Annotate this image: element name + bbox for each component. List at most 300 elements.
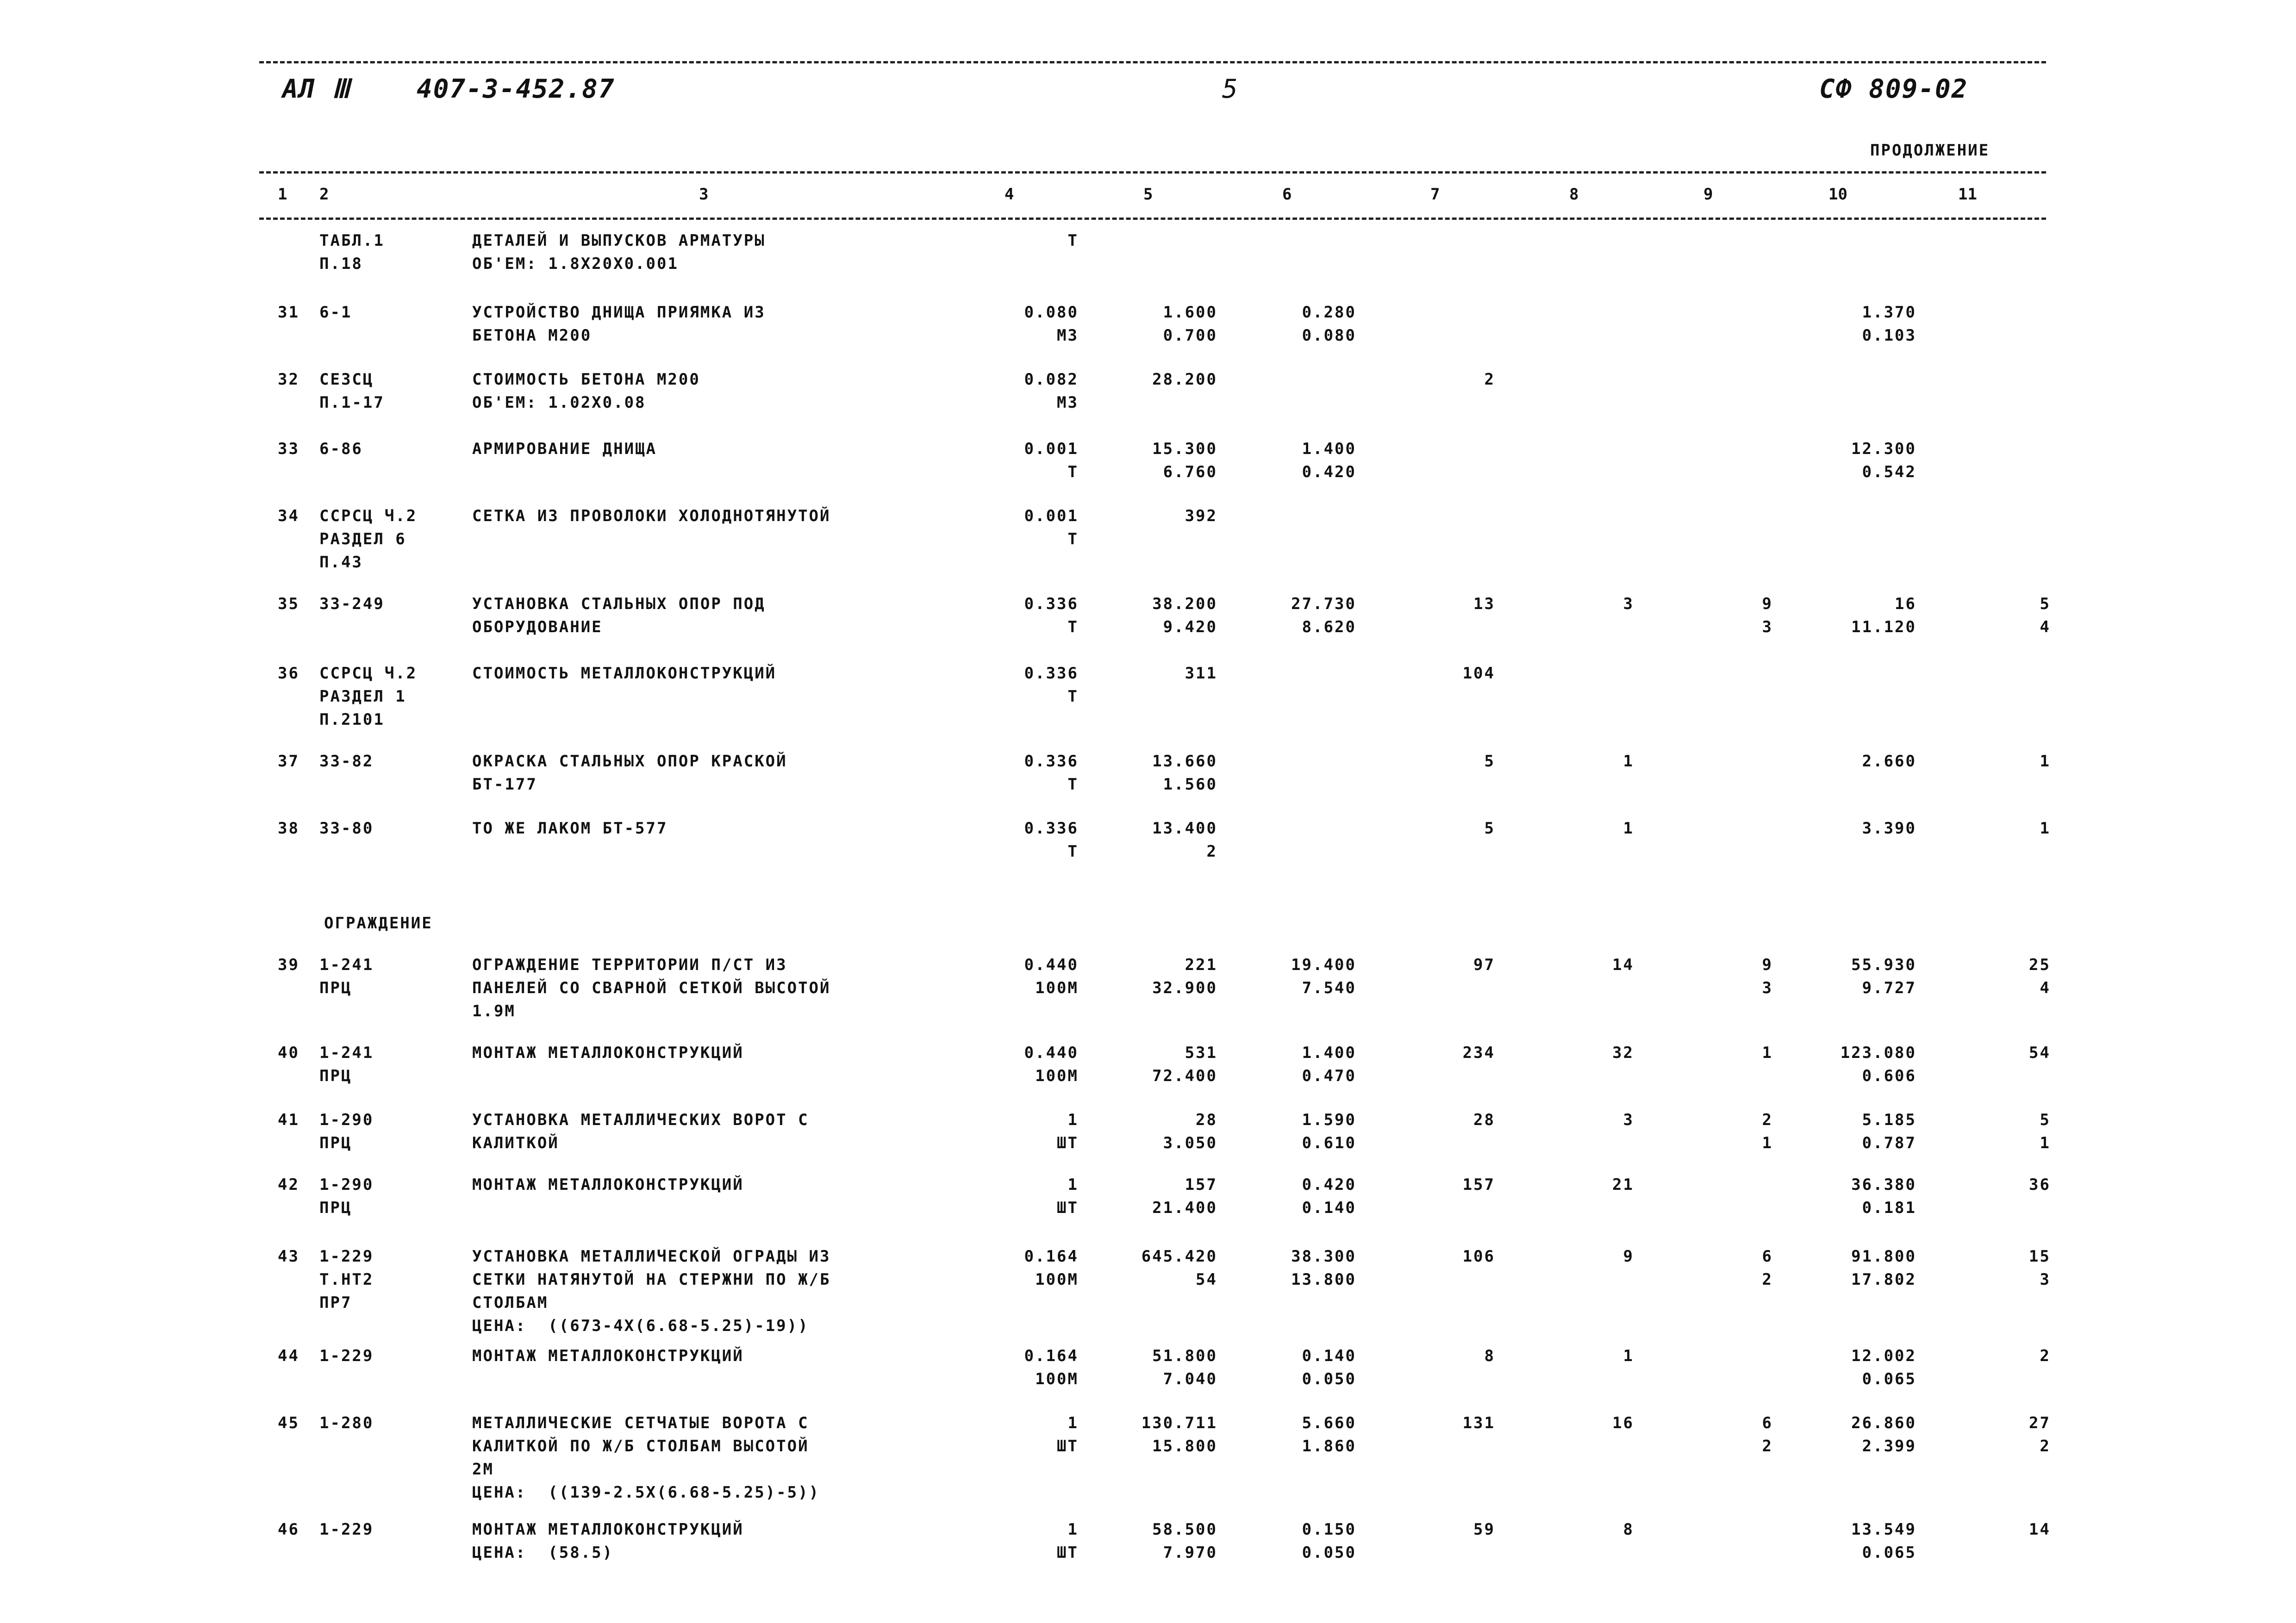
cell-line: ПРЦ [319, 979, 352, 997]
cell-c6 [1302, 1041, 1356, 1088]
cell-line: 0.080 [1302, 326, 1356, 345]
cell-line: М3 [1057, 326, 1079, 345]
cell-line: 7.970 [1163, 1543, 1217, 1562]
cell-c7 [1473, 1518, 1495, 1541]
cell-line: СТОИМОСТЬ МЕТАЛЛОКОНСТРУКЦИЙ [472, 664, 777, 683]
cell-line: 32.900 [1152, 979, 1217, 997]
cell-line: РАЗДЕЛ 1 [319, 687, 406, 706]
col-number: 2 [319, 185, 329, 204]
cell-line: 100М [1035, 1370, 1079, 1388]
col-number: 6 [1282, 185, 1292, 204]
cell-code [319, 953, 374, 1000]
cell-c7 [1473, 1108, 1495, 1132]
cell-line: 311 [1185, 664, 1217, 683]
cell-c11 [2040, 817, 2051, 840]
cell-c11 [2029, 1245, 2051, 1291]
cell-line: 27 [2029, 1414, 2051, 1432]
cell-c11 [2040, 1344, 2051, 1368]
cell-line: 0.103 [1862, 326, 1916, 345]
cell-c6 [1291, 592, 1356, 639]
cell-desc [472, 592, 766, 639]
cell-line: СТОЛБАМ [472, 1293, 549, 1312]
cell-c8 [1623, 817, 1634, 840]
section-heading: ОГРАЖДЕНИЕ [324, 914, 433, 933]
cell-line: 19.400 [1291, 956, 1356, 974]
cell-id: 44 [278, 1347, 299, 1365]
cell-c6 [1302, 1518, 1356, 1564]
cell-line: СЕЗСЦ [319, 370, 374, 389]
cell-line: 0.787 [1862, 1134, 1916, 1152]
cell-c8 [1623, 1518, 1634, 1541]
cell-c4 [1024, 817, 1079, 863]
cell-id: 35 [278, 595, 299, 613]
cell-c5 [1152, 750, 1217, 796]
cell-line: БТ-177 [472, 775, 537, 794]
cell-code [319, 1518, 374, 1541]
col-number: 1 [278, 185, 287, 204]
cell-c5 [1185, 662, 1217, 685]
cell-c5 [1142, 1245, 1217, 1291]
cell-line: 2 [2040, 1437, 2051, 1455]
cell-c5 [1152, 368, 1217, 391]
cell-line: 0.050 [1302, 1543, 1356, 1562]
cell-line: 131 [1462, 1414, 1495, 1432]
cell-line: 2 [2040, 1347, 2051, 1365]
cell-line: 0.542 [1862, 463, 1916, 481]
cell-line: 3 [1762, 618, 1773, 636]
cell-line: 0.164 [1024, 1347, 1079, 1365]
cell-c8 [1612, 953, 1634, 976]
cell-line: 106 [1462, 1247, 1495, 1266]
cell-c8 [1612, 1173, 1634, 1196]
cell-c4 [1024, 368, 1079, 414]
cell-line: 5 [2040, 1111, 2051, 1129]
cell-line: 2.399 [1862, 1437, 1916, 1455]
cell-id: 32 [278, 370, 299, 389]
cell-desc [472, 504, 831, 528]
cell-line: ПАНЕЛЕЙ СО СВАРНОЙ СЕТКОЙ ВЫСОТОЙ [472, 979, 831, 997]
cell-c6 [1302, 1108, 1356, 1155]
cell-line: 28.200 [1152, 370, 1217, 389]
cell-code [319, 1173, 374, 1219]
cell-line: 1 [1067, 1414, 1079, 1432]
cell-line: 1 [2040, 819, 2051, 838]
cell-c7 [1463, 1173, 1495, 1196]
cell-line: П.18 [319, 255, 363, 273]
cell-line: СЕТКИ НАТЯНУТОЙ НА СТЕРЖНИ ПО Ж/Б [472, 1270, 831, 1289]
cell-line: Т [1067, 463, 1079, 481]
cell-line: 3.390 [1862, 819, 1916, 838]
cell-line: 36 [2029, 1175, 2051, 1194]
cell-line: 6-86 [319, 440, 363, 458]
cell-line: 6 [1762, 1247, 1773, 1266]
cell-c10 [1862, 817, 1916, 840]
cell-line: ШТ [1057, 1543, 1079, 1562]
cell-line: 9 [1762, 956, 1773, 974]
cell-desc [472, 1173, 744, 1196]
cell-c10 [1862, 1108, 1916, 1155]
cell-line: 16 [1612, 1414, 1634, 1432]
cell-line: 2 [1206, 842, 1217, 861]
cell-line: 4 [2040, 618, 2051, 636]
cell-line: 9.727 [1862, 979, 1916, 997]
cell-line: 32 [1612, 1044, 1634, 1062]
cell-line: 1-290 [319, 1175, 374, 1194]
cell-c10 [1851, 1245, 1916, 1291]
cell-c5 [1142, 1412, 1217, 1458]
cell-line: 3 [2040, 1270, 2051, 1289]
cell-desc [472, 229, 766, 275]
cell-c8 [1612, 1412, 1634, 1435]
cell-line: ОКРАСКА СТАЛЬНЫХ ОПОР КРАСКОЙ [472, 752, 787, 771]
cell-c10 [1862, 301, 1916, 347]
cell-line: 33-80 [319, 819, 374, 838]
cell-c5 [1152, 437, 1217, 484]
cell-c5 [1163, 1108, 1217, 1155]
cell-line: 6-1 [319, 303, 352, 322]
cell-line: Т [1067, 618, 1079, 636]
col-number: 7 [1430, 185, 1440, 204]
cell-c5 [1185, 504, 1217, 528]
cell-line: 13.800 [1291, 1270, 1356, 1289]
cell-desc [472, 1518, 744, 1564]
cell-c4 [1024, 437, 1079, 484]
cell-c10 [1851, 592, 1916, 639]
cell-line: 1.400 [1302, 440, 1356, 458]
cell-line: 9.420 [1163, 618, 1217, 636]
cell-line: 1-229 [319, 1347, 374, 1365]
cell-c11 [2029, 1173, 2051, 1196]
col-number: 3 [699, 185, 709, 204]
cell-line: 0.164 [1024, 1247, 1079, 1266]
cell-code [319, 1245, 374, 1314]
cell-line: 157 [1185, 1175, 1217, 1194]
cell-c4 [1024, 592, 1079, 639]
cell-line: 0.140 [1302, 1199, 1356, 1217]
cell-line: 1 [1067, 1111, 1079, 1129]
cell-line: 1-241 [319, 1044, 374, 1062]
cell-c8 [1623, 1245, 1634, 1268]
cell-line: 0.140 [1302, 1347, 1356, 1365]
cell-line: 14 [2029, 1520, 2051, 1539]
cell-line: ЦЕНА: ((139-2.5Х(6.68-5.25)-5)) [472, 1483, 820, 1502]
cell-line: 2 [1484, 370, 1495, 389]
cell-c5 [1152, 1344, 1217, 1391]
cell-line: 28 [1196, 1111, 1217, 1129]
cell-c4 [1057, 1518, 1079, 1564]
cell-line: МЕТАЛЛИЧЕСКИЕ СЕТЧАТЫЕ ВОРОТА С [472, 1414, 809, 1432]
cell-c5 [1152, 1518, 1217, 1564]
cell-c11 [2029, 1041, 2051, 1064]
cell-line: 0.336 [1024, 819, 1079, 838]
cell-code [319, 592, 385, 616]
cell-line: 26.860 [1851, 1414, 1916, 1432]
cell-c6 [1302, 1412, 1356, 1458]
cell-line: 12.300 [1851, 440, 1916, 458]
cell-line: 54 [1196, 1270, 1217, 1289]
cell-line: 36.380 [1851, 1175, 1916, 1194]
cell-line: ДЕТАЛЕЙ И ВЫПУСКОВ АРМАТУРЫ [472, 231, 766, 250]
cell-c7 [1463, 1245, 1495, 1268]
cell-line: 645.420 [1141, 1247, 1217, 1266]
cell-line: ОБОРУДОВАНИЕ [472, 618, 603, 636]
cell-c5 [1152, 1041, 1217, 1088]
cell-code [319, 817, 374, 840]
cell-line: 11.120 [1851, 618, 1916, 636]
cell-line: 531 [1185, 1044, 1217, 1062]
cell-line: 6 [1762, 1414, 1773, 1432]
cell-desc [472, 1041, 744, 1064]
cell-line: 3 [1623, 595, 1634, 613]
cell-line: 2.660 [1862, 752, 1916, 771]
cell-code [319, 229, 385, 275]
continuation-label: ПРОДОЛЖЕНИЕ [1870, 141, 1990, 160]
cell-id: 37 [278, 752, 299, 771]
cell-c9 [1762, 592, 1773, 639]
cell-line: 0.440 [1024, 956, 1079, 974]
cell-line: 2 [1762, 1437, 1773, 1455]
cell-c4 [1024, 750, 1079, 796]
cell-id: 31 [278, 303, 299, 322]
cell-id: 45 [278, 1414, 299, 1432]
cell-line: ТАБЛ.1 [319, 231, 385, 250]
cell-line: 3 [1623, 1111, 1634, 1129]
cell-c9 [1762, 1041, 1773, 1064]
header-center-mark: 5 [1222, 74, 1239, 104]
cell-line: ССРСЦ Ч.2 [319, 507, 418, 525]
cell-line: 3.050 [1163, 1134, 1217, 1152]
cell-line: 0.082 [1024, 370, 1079, 389]
cell-desc [472, 1412, 820, 1504]
cell-line: 0.336 [1024, 664, 1079, 683]
cell-line: 7.040 [1163, 1370, 1217, 1388]
cell-line: 0.001 [1024, 507, 1079, 525]
cell-c9 [1762, 1412, 1773, 1458]
cell-line: 1 [1623, 1347, 1634, 1365]
cell-code [319, 504, 417, 574]
cell-line: 1 [2040, 752, 2051, 771]
cell-line: 4 [2040, 979, 2051, 997]
cell-code [319, 1041, 374, 1088]
cell-c7 [1485, 1344, 1495, 1368]
cell-c8 [1623, 1344, 1634, 1368]
cell-c8 [1623, 1108, 1634, 1132]
cell-c5 [1152, 592, 1217, 639]
cell-line: Т [1067, 842, 1079, 861]
cell-code [319, 1412, 374, 1435]
cell-c10 [1851, 437, 1916, 484]
cell-line: 100М [1035, 1270, 1079, 1289]
cell-desc [472, 1245, 831, 1337]
cell-c6 [1302, 1173, 1356, 1219]
cell-line: 25 [2029, 956, 2051, 974]
cell-line: 17.802 [1851, 1270, 1916, 1289]
cell-c4 [1024, 1041, 1079, 1088]
rule-below-column-numbers [259, 218, 2046, 220]
cell-line: 8 [1623, 1520, 1634, 1539]
cell-c6 [1302, 1344, 1356, 1391]
cell-c7 [1463, 1041, 1495, 1064]
cell-line: 15.800 [1152, 1437, 1217, 1455]
cell-line: 15 [2029, 1247, 2051, 1266]
cell-line: 1-280 [319, 1414, 374, 1432]
cell-id: 34 [278, 507, 299, 525]
cell-c10 [1841, 1041, 1916, 1088]
cell-c6 [1291, 953, 1356, 1000]
cell-line: КАЛИТКОЙ [472, 1134, 559, 1152]
cell-id: 43 [278, 1247, 299, 1266]
cell-line: Т [1067, 775, 1079, 794]
cell-c4 [1068, 229, 1079, 252]
cell-line: УСТАНОВКА СТАЛЬНЫХ ОПОР ПОД [472, 595, 766, 613]
cell-line: 0.181 [1862, 1199, 1916, 1217]
cell-line: 51.800 [1152, 1347, 1217, 1365]
cell-c8 [1623, 592, 1634, 616]
cell-line: 1 [1762, 1044, 1773, 1062]
cell-line: ПРЦ [319, 1067, 352, 1085]
cell-line: РАЗДЕЛ 6 [319, 530, 406, 548]
cell-c7 [1485, 750, 1495, 773]
cell-line: 21 [1612, 1175, 1634, 1194]
cell-line: Т.НТ2 [319, 1270, 374, 1289]
cell-line: 0.470 [1302, 1067, 1356, 1085]
cell-line: 1.560 [1163, 775, 1217, 794]
cell-line: ОБ'ЕМ: 1.02Х0.08 [472, 393, 646, 412]
top-rule [259, 61, 2046, 63]
header-left-mark: АЛ Ⅲ [282, 74, 351, 104]
cell-line: Т [1067, 231, 1079, 250]
cell-c6 [1291, 1245, 1356, 1291]
cell-id: 36 [278, 664, 299, 683]
cell-line: 27.730 [1291, 595, 1356, 613]
cell-c4 [1057, 1173, 1079, 1219]
cell-line: 97 [1473, 956, 1495, 974]
cell-line: 0.150 [1302, 1520, 1356, 1539]
cell-c4 [1057, 1108, 1079, 1155]
cell-id: 39 [278, 956, 299, 974]
cell-line: УСТАНОВКА МЕТАЛЛИЧЕСКОЙ ОГРАДЫ ИЗ [472, 1247, 831, 1266]
col-number: 10 [1828, 185, 1847, 204]
cell-line: 33-249 [319, 595, 385, 613]
cell-line: 13.660 [1152, 752, 1217, 771]
cell-line: 5 [1484, 819, 1495, 838]
cell-line: 1 [2040, 1134, 2051, 1152]
cell-line: 12.002 [1851, 1347, 1916, 1365]
cell-c11 [2029, 1518, 2051, 1541]
cell-c10 [1862, 750, 1916, 773]
cell-line: 59 [1473, 1520, 1495, 1539]
cell-line: 0.065 [1862, 1543, 1916, 1562]
cell-line: 13.400 [1152, 819, 1217, 838]
cell-line: ШТ [1057, 1199, 1079, 1217]
cell-line: ШТ [1057, 1437, 1079, 1455]
cell-c10 [1851, 1412, 1916, 1458]
cell-line: 5 [2040, 595, 2051, 613]
cell-line: Т [1067, 530, 1079, 548]
cell-c9 [1762, 1108, 1773, 1155]
cell-code [319, 1344, 374, 1368]
cell-line: 28 [1473, 1111, 1495, 1129]
cell-line: 0.440 [1024, 1044, 1079, 1062]
cell-line: ПРЦ [319, 1134, 352, 1152]
cell-c11 [2029, 1412, 2051, 1458]
col-number: 9 [1703, 185, 1713, 204]
cell-line: 58.500 [1152, 1520, 1217, 1539]
cell-desc [472, 817, 668, 840]
cell-c6 [1302, 437, 1356, 484]
cell-c8 [1623, 750, 1634, 773]
cell-line: М3 [1057, 393, 1079, 412]
cell-line: 0.050 [1302, 1370, 1356, 1388]
cell-c11 [2040, 592, 2051, 639]
cell-line: 0.336 [1024, 595, 1079, 613]
cell-line: СЕТКА ИЗ ПРОВОЛОКИ ХОЛОДНОТЯНУТОЙ [472, 507, 831, 525]
cell-id: 38 [278, 819, 299, 838]
cell-line: СТОИМОСТЬ БЕТОНА М200 [472, 370, 700, 389]
cell-id: 46 [278, 1520, 299, 1539]
cell-line: 16 [1895, 595, 1916, 613]
cell-code [319, 1108, 374, 1155]
cell-line: 100М [1035, 979, 1079, 997]
cell-line: П.1-17 [319, 393, 385, 412]
cell-line: 5 [1484, 752, 1495, 771]
cell-c7 [1473, 592, 1495, 616]
cell-line: ОБ'ЕМ: 1.8Х20Х0.001 [472, 255, 679, 273]
cell-line: УСТРОЙСТВО ДНИЩА ПРИЯМКА ИЗ [472, 303, 766, 322]
cell-line: МОНТАЖ МЕТАЛЛОКОНСТРУКЦИЙ [472, 1520, 744, 1539]
col-number: 8 [1569, 185, 1579, 204]
cell-line: 1.370 [1862, 303, 1916, 322]
cell-line: 1 [1623, 752, 1634, 771]
cell-line: 1-229 [319, 1520, 374, 1539]
cell-line: 8.620 [1302, 618, 1356, 636]
cell-c7 [1473, 953, 1495, 976]
cell-line: АРМИРОВАНИЕ ДНИЩА [472, 440, 657, 458]
cell-c4 [1024, 1344, 1079, 1391]
cell-c9 [1762, 953, 1773, 1000]
cell-line: МОНТАЖ МЕТАЛЛОКОНСТРУКЦИЙ [472, 1175, 744, 1194]
cell-line: Т [1067, 687, 1079, 706]
cell-c4 [1057, 1412, 1079, 1458]
rule-above-column-numbers [259, 171, 2046, 174]
cell-line: ОГРАЖДЕНИЕ ТЕРРИТОРИИ П/СТ ИЗ [472, 956, 787, 974]
cell-line: 38.300 [1291, 1247, 1356, 1266]
cell-c7 [1463, 1412, 1495, 1435]
cell-line: 1-229 [319, 1247, 374, 1266]
cell-line: 0.420 [1302, 463, 1356, 481]
cell-line: 2 [1762, 1111, 1773, 1129]
cell-c7 [1485, 368, 1495, 391]
cell-line: 234 [1462, 1044, 1495, 1062]
cell-line: 0.001 [1024, 440, 1079, 458]
cell-line: 21.400 [1152, 1199, 1217, 1217]
cell-line: 1 [1067, 1175, 1079, 1194]
cell-line: ТО ЖЕ ЛАКОМ БТ-577 [472, 819, 668, 838]
cell-line: 14 [1612, 956, 1634, 974]
cell-id: 42 [278, 1175, 299, 1194]
cell-c5 [1152, 1173, 1217, 1219]
cell-desc [472, 662, 776, 685]
cell-line: 1.9М [472, 1002, 516, 1020]
cell-line: 9 [1623, 1247, 1634, 1266]
cell-line: 1-241 [319, 956, 374, 974]
cell-line: 6.760 [1163, 463, 1217, 481]
cell-line: 100М [1035, 1067, 1079, 1085]
cell-c10 [1851, 953, 1916, 1000]
cell-desc [472, 301, 766, 347]
cell-line: 0.700 [1163, 326, 1217, 345]
cell-line: 55.930 [1851, 956, 1916, 974]
